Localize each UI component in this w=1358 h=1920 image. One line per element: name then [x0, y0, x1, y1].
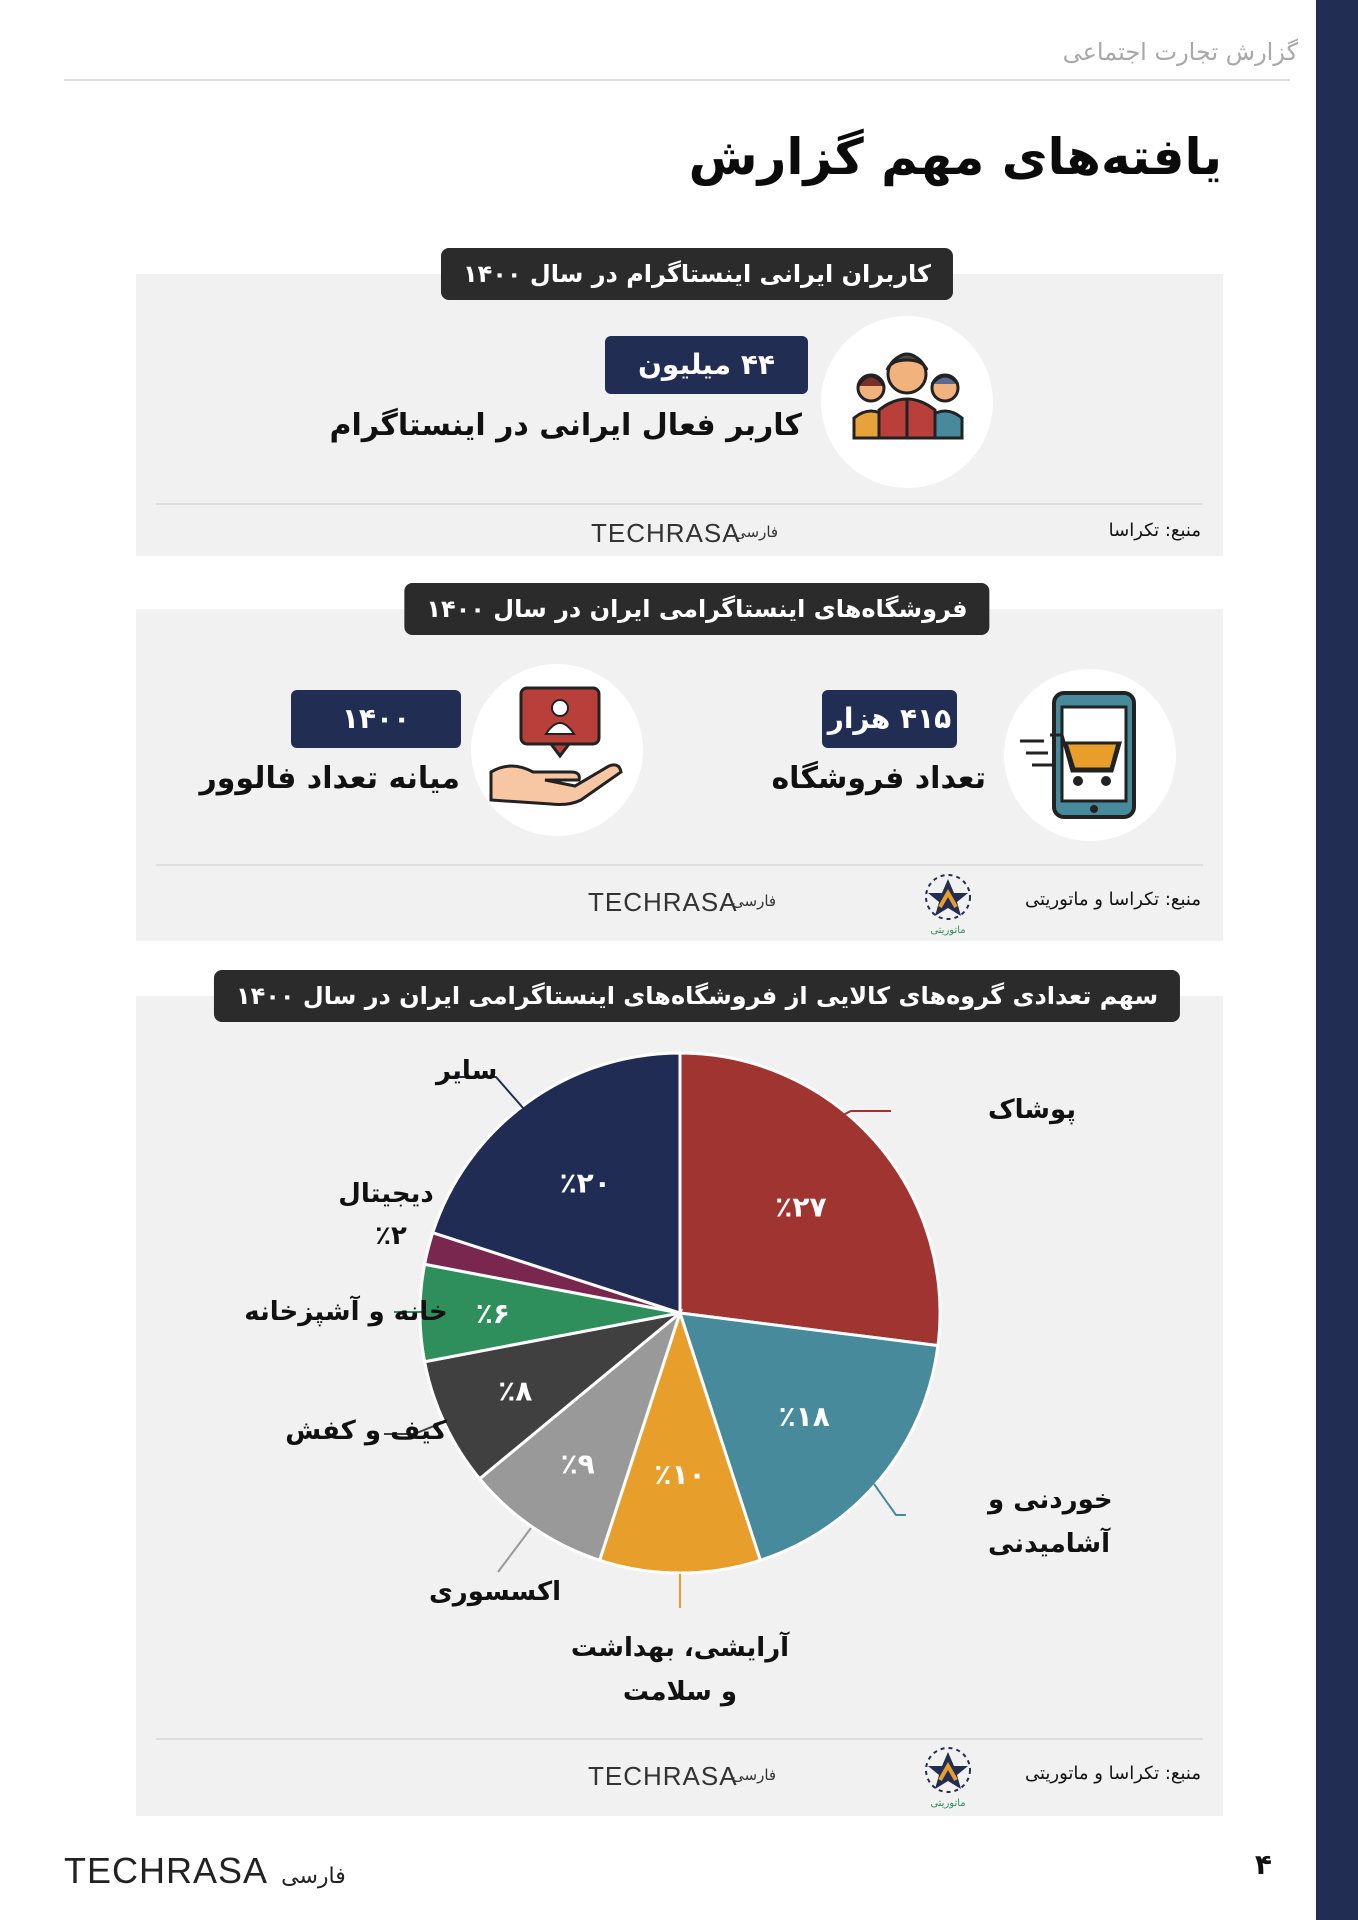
svg-text:ماتوریتی: ماتوریتی: [930, 925, 966, 936]
section-title: سهم تعدادی گروه‌های کالایی از فروشگاه‌های اینستاگرامی ایران در سال ۱۴۰۰: [214, 970, 1180, 1022]
followers-median-label: میانه تعداد فالوور: [199, 761, 460, 796]
pie-category-label: اکسسوری: [428, 1577, 562, 1607]
users-count-badge: ۴۴ میلیون: [605, 336, 808, 394]
pie-slice-percent: ٪۱۸: [778, 1399, 830, 1433]
techrasa-logo-sub: فارسی: [281, 1864, 346, 1889]
techrasa-logo-sub: فارسی: [734, 523, 779, 541]
pie-slice-percent: ٪۲: [375, 1221, 407, 1251]
people-icon: [821, 316, 993, 488]
footer-techrasa-logo: [64, 1850, 346, 1892]
section-divider: [156, 1738, 1203, 1740]
pie-slice-percent: ٪۶: [475, 1297, 510, 1330]
section-instagram-stores: [136, 595, 1223, 941]
mobile-shopping-cart-icon: [1004, 669, 1176, 841]
pie-category-label: خوردنی و آشامیدنی: [988, 1485, 1113, 1559]
pie-slice-percent: ٪۹: [560, 1447, 595, 1481]
pie-slice-percent: ٪۸: [498, 1374, 533, 1408]
page-title: یافته‌های مهم گزارش: [688, 128, 1222, 186]
category-share-pie-chart: [136, 996, 1223, 1756]
pie-category-label: خانه و آشپزخانه: [244, 1297, 448, 1327]
hand-follower-icon: [471, 664, 643, 836]
pie-category-label: آرایشی، بهداشت و سلامت: [570, 1633, 790, 1707]
stores-count-label: تعداد فروشگاه: [771, 761, 986, 796]
pie-slice-percent: ٪۲۰: [559, 1166, 611, 1200]
section-divider: [156, 503, 1203, 505]
maturity-logo: [918, 1744, 978, 1810]
pie-category-label: دیجیتال: [338, 1179, 434, 1209]
techrasa-logo: TECHRASA: [591, 518, 741, 548]
source-text: منبع: تکراسا: [1108, 520, 1201, 541]
maturity-logo: [918, 871, 978, 937]
section-instagram-users: [136, 260, 1223, 556]
section-title: فروشگاه‌های اینستاگرامی ایران در سال ۱۴۰۰: [404, 583, 989, 635]
followers-median-badge: ۱۴۰۰: [291, 690, 461, 748]
techrasa-logo: TECHRASA: [588, 887, 738, 917]
techrasa-logo-sub: فارسی: [732, 1766, 777, 1784]
side-accent-bar: [1316, 0, 1358, 1920]
techrasa-logo-sub: فارسی: [732, 892, 777, 910]
header-divider: [64, 79, 1290, 81]
pie-category-label: پوشاک: [988, 1095, 1077, 1125]
pie-category-label: کیف و کفش: [285, 1416, 447, 1446]
section-divider: [156, 864, 1203, 866]
people-icon-circle: [821, 316, 993, 488]
pie-leader-line: [874, 1484, 906, 1515]
report-header: گزارش تجارت اجتماعی: [1062, 38, 1298, 66]
stores-count-badge: ۴۱۵ هزار: [822, 690, 957, 748]
pie-leader-line: [498, 1528, 531, 1572]
users-count-label: کاربر فعال ایرانی در اینستاگرام: [329, 408, 802, 443]
pie-slice-percent: ٪۲۷: [775, 1190, 827, 1224]
source-text: منبع: تکراسا و ماتوریتی: [1024, 1763, 1201, 1784]
page-number: ۴: [1254, 1848, 1272, 1881]
section-category-share: [136, 982, 1223, 1816]
hand-follower-icon-circle: [471, 664, 643, 836]
section-title: کاربران ایرانی اینستاگرام در سال ۱۴۰۰: [441, 248, 953, 300]
source-text: منبع: تکراسا و ماتوریتی: [1024, 889, 1201, 910]
svg-text:ماتوریتی: ماتوریتی: [930, 1798, 966, 1809]
pie-category-label: سایر: [436, 1056, 498, 1086]
techrasa-logo: TECHRASA: [64, 1850, 269, 1891]
mobile-cart-icon-circle: [1004, 669, 1176, 841]
techrasa-logo: TECHRASA: [588, 1761, 738, 1791]
pie-slice-percent: ٪۱۰: [654, 1458, 706, 1492]
